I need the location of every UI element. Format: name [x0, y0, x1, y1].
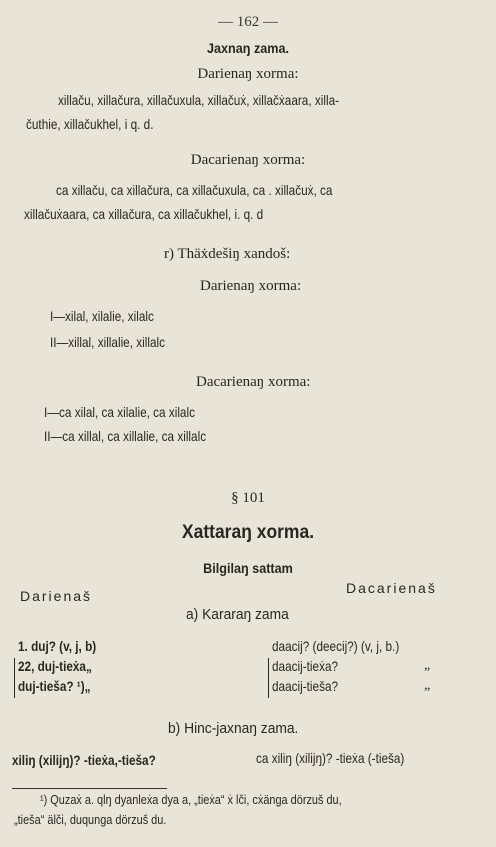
footnote-rule [12, 788, 167, 789]
footnote-line: „tieša“ älči, duqunga dörzuš du. [14, 812, 167, 827]
section-title: Xattaraŋ xorma. [181, 522, 315, 543]
row-left: 1. duj? (v, j, b) [18, 638, 97, 654]
text-line: I—ca xilal, ca xilalie, ca xilalc [44, 404, 195, 420]
subsection-heading-a: a) Kararaŋ zama [186, 606, 289, 623]
text-line: ca xillaču, ca xillačura, ca xillačuxula, ca . xillačuẋ, ca [56, 182, 333, 198]
row-left: 22, duj-tieẋa„ [18, 658, 92, 674]
label-dacarienan-xorma: Dacarienaŋ xorma: [196, 374, 311, 390]
text-line: čuthie, xillačukhel, i q. d. [26, 116, 154, 132]
column-header-darienas: Darienaš [20, 588, 93, 604]
label-darienan-xorma: Darienaŋ xorma: [197, 66, 299, 82]
label-darienan-xorma: Darienaŋ xorma: [200, 278, 302, 294]
label-dacarienan-xorma: Dacarienaŋ xorma: [190, 152, 306, 168]
text-line: II—xillal, xillalie, xillalc [50, 334, 166, 350]
section-heading-jaxnan-zama: Jaxnaŋ zama. [207, 40, 289, 56]
text-line: I—xilal, xilalie, xilalc [50, 308, 154, 324]
footnote-line: ¹) Quzaẋ a. qlŋ dyanleẋa dya a, „tieẋa“ ẋ lči, cẋänga dörzuš du, [40, 792, 342, 807]
text-line: xillačuẋaara, ca xillačura, ca xillačukhel, i. q. d [24, 206, 264, 222]
subsection-heading-b: b) Hinc-jaxnaŋ zama. [168, 720, 299, 737]
section-subtitle: Bilgilaŋ sattam [203, 560, 293, 576]
row-right: daacij? (deecij?) (v, j, b.) [272, 638, 400, 654]
row-right: daacij-tieẋa? [272, 658, 339, 674]
section-heading-thaxdesin: r) Thäẋdešiŋ xandoš: [164, 246, 291, 262]
ditto-mark: „ [424, 678, 431, 693]
page-number: — 162 — [218, 14, 278, 30]
right-bracket [268, 658, 269, 698]
column-header-dacarienas: Dacarienaš [346, 580, 437, 596]
text-line: xillaču, xillačura, xillačuxula, xillačuẋ, xillačẋaara, xilla- [58, 92, 340, 108]
section-number: § 101 [231, 490, 265, 506]
row-b-right: ca xiliŋ (xilijŋ)? -tieẋa (-tieša) [256, 750, 405, 766]
text-line: II—ca xillal, ca xillalie, ca xillalc [44, 428, 207, 444]
row-left: duj-tieša? ¹)„ [18, 678, 91, 694]
left-bracket [14, 658, 15, 698]
row-right: daacij-tieša? [272, 678, 339, 694]
row-b-left: xiliŋ (xilijŋ)? -tieẋa,-tieša? [12, 752, 156, 768]
ditto-mark: „ [424, 658, 431, 673]
